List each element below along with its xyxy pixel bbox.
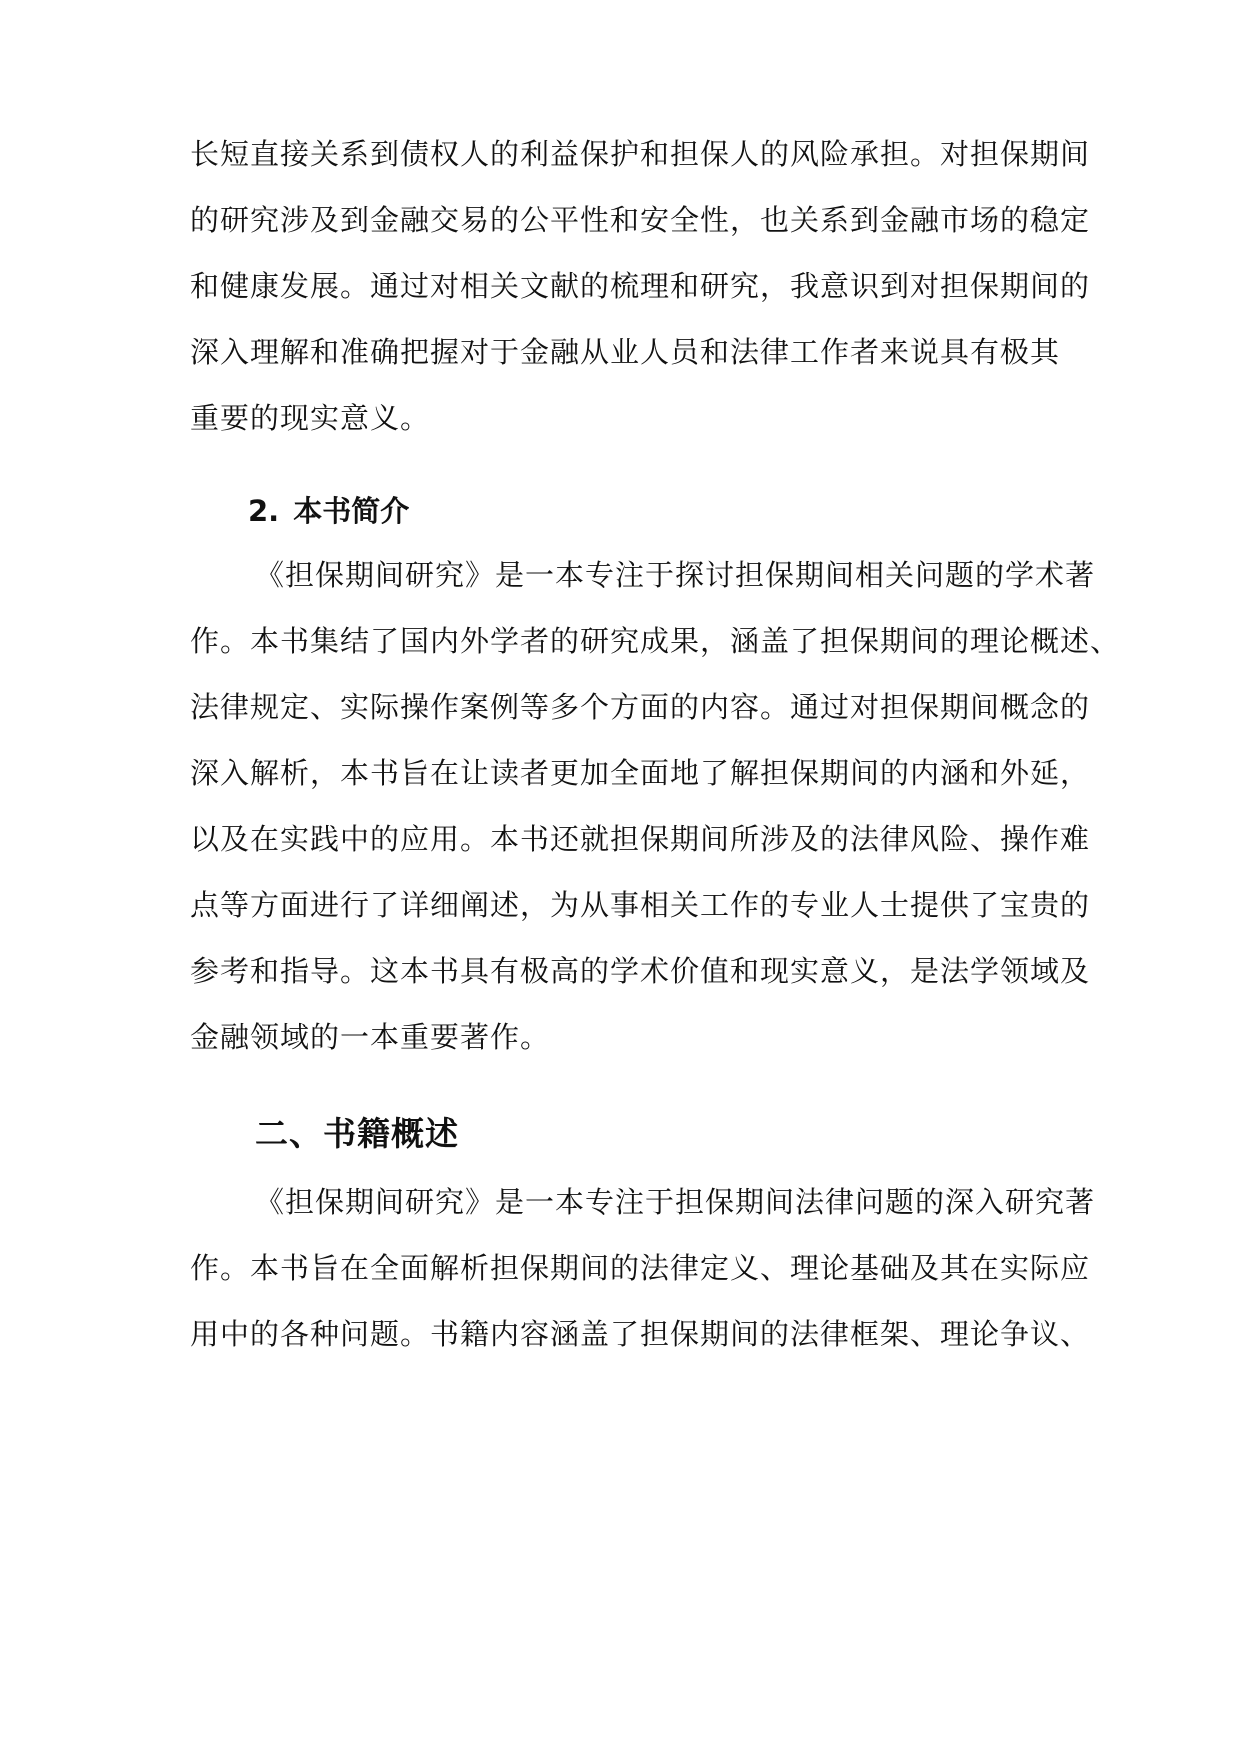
paragraph-line: 重要的现实意义。	[190, 401, 431, 435]
paragraph-line: 参考和指导。这本书具有极高的学术价值和现实意义，是法学领域及	[190, 954, 1091, 988]
paragraph-line: 长短直接关系到债权人的利益保护和担保人的风险承担。对担保期间	[190, 137, 1091, 171]
section-number: 2.	[248, 494, 280, 528]
paragraph-line: 的研究涉及到金融交易的公平性和安全性，也关系到金融市场的稳定	[190, 203, 1091, 237]
paragraph-line: 法律规定、实际操作案例等多个方面的内容。通过对担保期间概念的	[190, 690, 1091, 724]
paragraph-line: 用中的各种问题。书籍内容涵盖了担保期间的法律框架、理论争议、	[190, 1317, 1091, 1351]
chapter-heading: 二、书籍概述	[255, 1114, 459, 1153]
section-title: 本书简介	[293, 494, 410, 528]
paragraph-line: 作。本书集结了国内外学者的研究成果，涵盖了担保期间的理论概述、	[190, 624, 1121, 658]
paragraph-line: 作。本书旨在全面解析担保期间的法律定义、理论基础及其在实际应	[190, 1251, 1091, 1285]
paragraph-line: 点等方面进行了详细阐述，为从事相关工作的专业人士提供了宝贵的	[190, 888, 1091, 922]
paragraph-line: 深入解析，本书旨在让读者更加全面地了解担保期间的内涵和外延，	[190, 756, 1091, 790]
paragraph-line: 金融领域的一本重要著作。	[190, 1020, 551, 1054]
section-heading	[248, 491, 409, 531]
paragraph-line: 深入理解和准确把握对于金融从业人员和法律工作者来说具有极其	[190, 335, 1061, 369]
paragraph-line: 《担保期间研究》是一本专注于探讨担保期间相关问题的学术著	[255, 558, 1096, 592]
paragraph-line: 以及在实践中的应用。本书还就担保期间所涉及的法律风险、操作难	[190, 822, 1091, 856]
paragraph-line: 《担保期间研究》是一本专注于担保期间法律问题的深入研究著	[255, 1185, 1096, 1219]
paragraph-line: 和健康发展。通过对相关文献的梳理和研究，我意识到对担保期间的	[190, 269, 1091, 303]
